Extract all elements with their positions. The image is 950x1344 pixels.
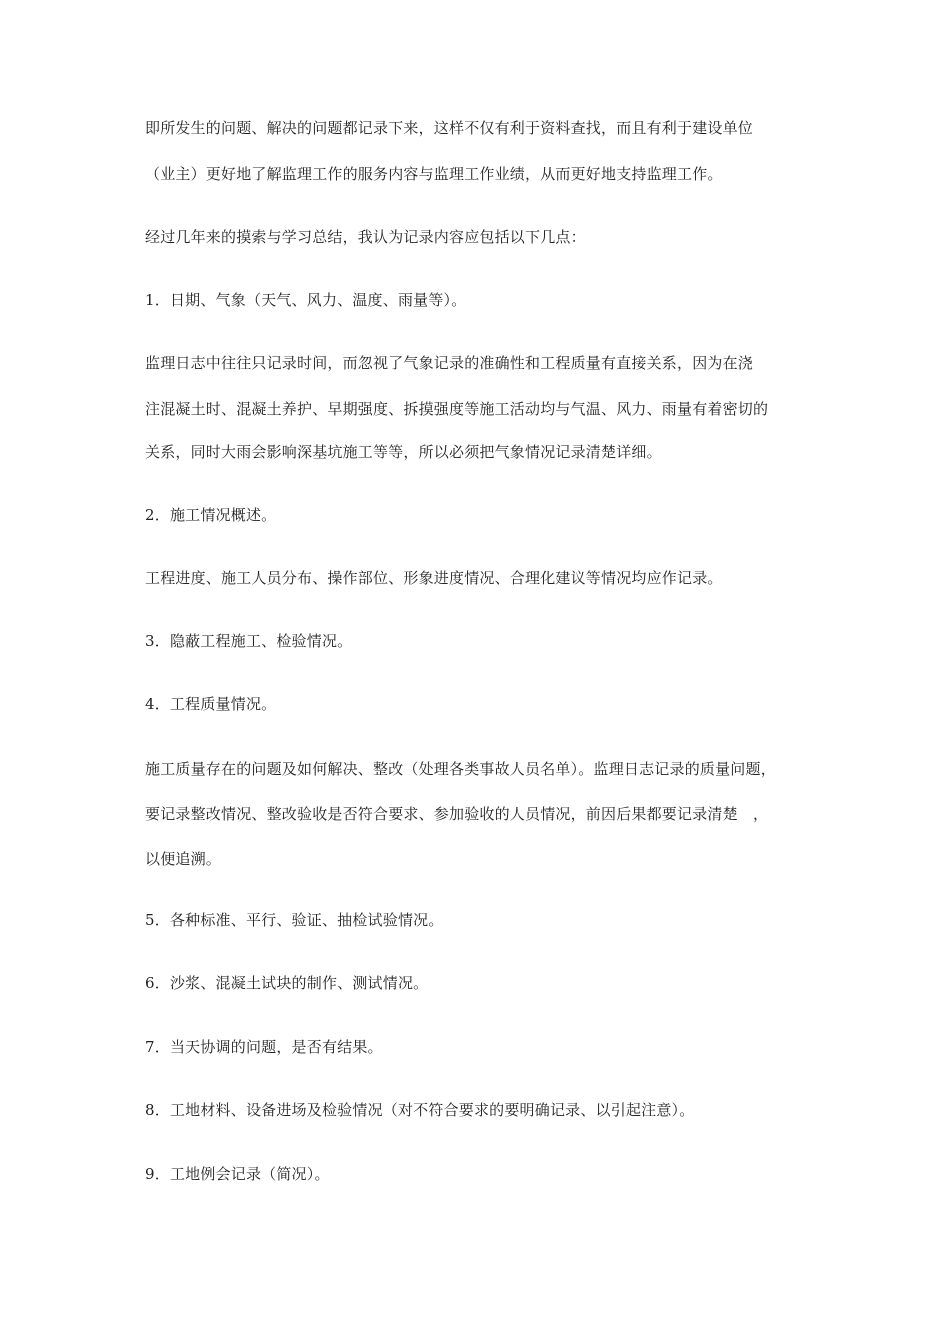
paragraph-line: 注混凝土时、混凝土养护、早期强度、拆摸强度等施工活动均与气温、风力、雨量有着密切的: [145, 400, 769, 418]
paragraph-line: 监理日志中往往只记录时间，而忽视了气象记录的准确性和工程质量有直接关系，因为在浇: [145, 354, 754, 372]
paragraph-line: 经过几年来的摸索与学习总结，我认为记录内容应包括以下几点：: [145, 228, 586, 246]
paragraph-line: 施工质量存在的问题及如何解决、整改（处理各类事故人员名单）。监理日志记录的质量问题，: [145, 760, 776, 778]
paragraph-line: 工程进度、施工人员分布、操作部位、形象进度情况、合理化建议等情况均应作记录。: [145, 569, 723, 587]
list-item-heading: 3．隐蔽工程施工、检验情况。: [145, 632, 353, 650]
list-item-heading: 9．工地例会记录（简况）。: [145, 1165, 330, 1183]
list-item-heading: 7．当天协调的问题，是否有结果。: [145, 1038, 383, 1056]
paragraph-line: 要记录整改情况、整改验收是否符合要求、参加验收的人员情况，前因后果都要记录清楚 ，: [145, 805, 769, 823]
list-item-heading: 6．沙浆、混凝土试块的制作、测试情况。: [145, 974, 429, 992]
paragraph-line: （业主）更好地了解监理工作的服务内容与监理工作业绩，从而更好地支持监理工作。: [145, 165, 723, 183]
list-item-heading: 5．各种标准、平行、验证、抽检试验情况。: [145, 911, 444, 929]
list-item-heading: 2．施工情况概述。: [145, 506, 277, 524]
list-item-heading: 8．工地材料、设备进场及检验情况（对不符合要求的要明确记录、以引起注意）。: [145, 1101, 695, 1119]
paragraph-line: 关系，同时大雨会影响深基坑施工等等，所以必须把气象情况记录清楚详细。: [145, 443, 662, 461]
list-item-heading: 4．工程质量情况。: [145, 695, 277, 713]
paragraph-line: 即所发生的问题、解决的问题都记录下来，这样不仅有利于资料查找，而且有利于建设单位: [145, 119, 754, 137]
paragraph-line: 以便追溯。: [145, 850, 222, 868]
list-item-heading: 1．日期、气象（天气、风力、温度、雨量等）。: [145, 291, 467, 309]
